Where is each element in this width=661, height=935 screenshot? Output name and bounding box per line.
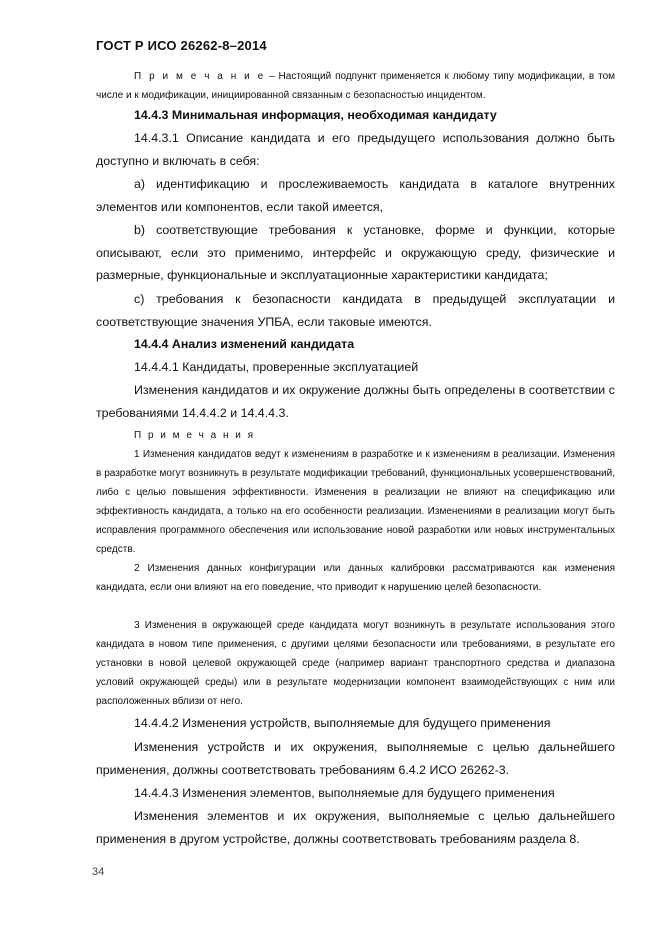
paragraph-14-4-3-1: 14.4.3.1 Описание кандидата и его предыдущего использования должно быть доступно и включать в себя:: [96, 131, 615, 168]
list-item-b: b) соответствующие требования к установке, форме и функции, которые описывают, если это применимо, интерфейс и окружающую среду, физические и размерные, функциональные и эксплуатационные характеристики кандидата;: [96, 223, 615, 282]
paragraph-14-4-4-1: Изменения кандидатов и их окружение должны быть определены в соответствии с требованиями 14.4.4.2 и 14.4.4.3.: [96, 383, 615, 420]
note-text: – Настоящий подпункт применяется к любому типу модификации, в том числе и к модификации, инициированной связанным с безопасностью инцидентом.: [96, 71, 616, 101]
notes-label: П р и м е ч а н и я: [134, 430, 256, 441]
note-3: 3 Изменения в окружающей среде кандидата могут возникнуть в результате использования этого кандидата в новом типе применения, с другими целями безопасности или требованиями, в результате его установки в новой целевой окружающей среде (например вариант транспортного средства и диапазона условий окружающей среды) или в результате модернизации компонент взаимодействующих с ним или расположенных вблизи от него.: [96, 620, 615, 707]
list-item-a: a) идентификацию и прослеживаемость кандидата в каталоге внутренних элементов или компонентов, если такой имеется,: [96, 177, 615, 214]
section-heading-14-4-3: 14.4.3 Минимальная информация, необходимая кандидату: [134, 108, 497, 122]
note-label: П р и м е ч а н и е: [134, 71, 266, 82]
note-2: 2 Изменения данных конфигурации или данных калибровки рассматриваются как изменения кандидата, если они влияют на его поведение, что приводит к нарушению целей безопасности.: [96, 563, 615, 593]
paragraph-14-4-4-2: Изменения устройств и их окружения, выполняемые с целью дальнейшего применения, должны соответствовать требованиям 6.4.2 ИСО 26262-3.: [96, 740, 615, 777]
list-item-c: c) требования к безопасности кандидата в предыдущей эксплуатации и соответствующие значения УПБА, если таковые имеются.: [96, 292, 615, 329]
subsection-title-14-4-4-3: 14.4.4.3 Изменения элементов, выполняемые для будущего применения: [134, 786, 555, 800]
subsection-title-14-4-4-2: 14.4.4.2 Изменения устройств, выполняемые для будущего применения: [134, 716, 551, 730]
page-header-title: ГОСТ Р ИСО 26262-8–2014: [96, 38, 267, 53]
paragraph-14-4-4-3: Изменения элементов и их окружения, выполняемые с целью дальнейшего применения в другом устройстве, должны соответствовать требованиям раздела 8.: [96, 809, 615, 846]
subsection-title-14-4-4-1: 14.4.4.1 Кандидаты, проверенные эксплуатацией: [134, 360, 419, 374]
section-heading-14-4-4: 14.4.4 Анализ изменений кандидата: [134, 337, 355, 351]
page-number: 34: [92, 866, 105, 878]
note-top: [96, 67, 615, 105]
note-1: 1 Изменения кандидатов ведут к изменениям в разработке и к изменениям в реализации. Изменения в разработке могут возникнуть в результате модификации требований, функциональных усовершенствований, либо с целью повышения эффективности. Изменения в реализации не влияют на спецификацию или эффективность кандидата, а только на его особенности реализации. Изменениями в реализации могут быть исправления программного обеспечения или использование новой разработки или новых инструментальных средств.: [96, 449, 615, 555]
